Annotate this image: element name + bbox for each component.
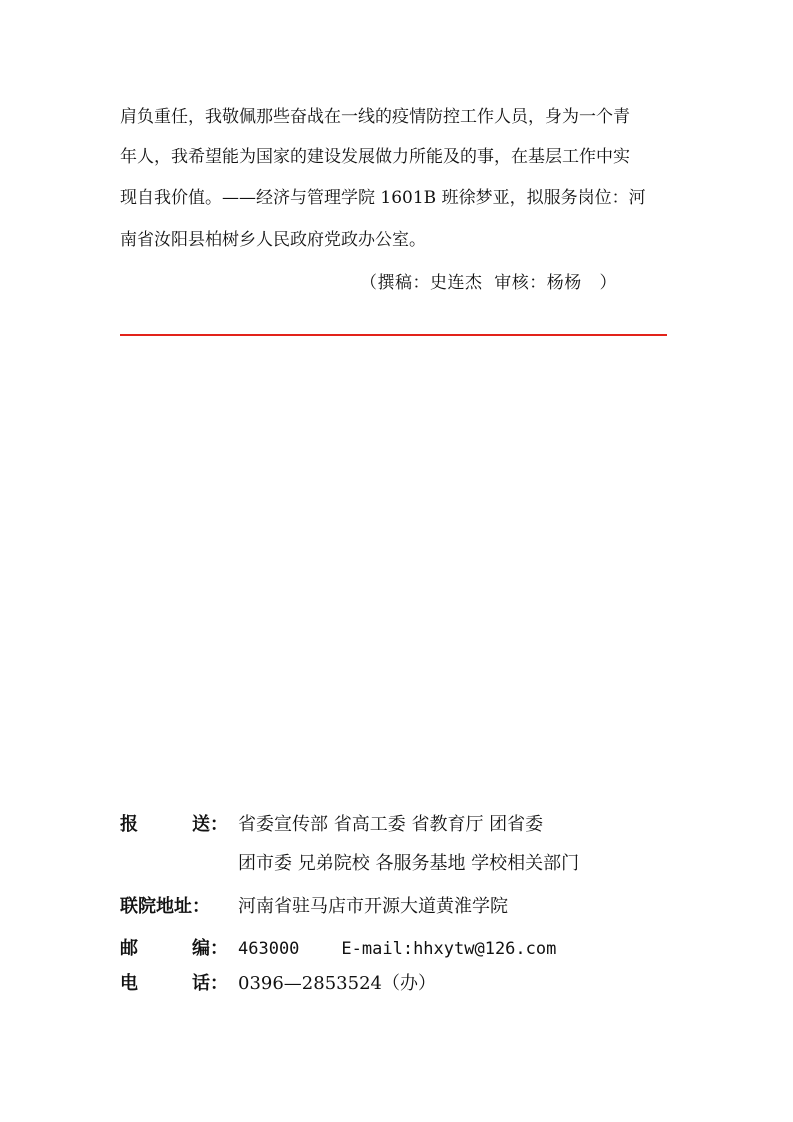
- send-to-row: [120, 812, 543, 838]
- body-line-1: 肩负重任，我敬佩那些奋战在一线的疫情防控工作人员，身为一个青: [120, 107, 630, 127]
- phone-value: 0396—2853524（办）: [238, 973, 436, 994]
- address-label: 联院地址：: [120, 896, 210, 917]
- send-to-row-2: [238, 851, 579, 877]
- phone-label: [120, 971, 238, 997]
- send-to-line-1: 省委宣传部 省高工委 省教育厅 团省委: [238, 814, 544, 835]
- phone-row: [120, 971, 436, 997]
- postcode-row: [120, 936, 556, 962]
- body-line-4: 南省汝阳县柏树乡人民政府党政办公室。: [120, 230, 426, 250]
- phone-label-b: 话：: [192, 973, 228, 994]
- body-line-2: 年人，我希望能为国家的建设发展做力所能及的事，在基层工作中实: [120, 147, 630, 167]
- address-value: 河南省驻马店市开源大道黄淮学院: [238, 896, 508, 917]
- postcode-label: [120, 936, 238, 962]
- email-value: E-mail:hhxytw@126.com: [341, 939, 557, 959]
- address-row: [120, 894, 508, 920]
- send-to-line-2: 团市委 兄弟院校 各服务基地 学校相关部门: [238, 853, 580, 874]
- postcode-label-a: 邮: [120, 938, 138, 959]
- red-divider: [120, 334, 667, 336]
- phone-label-a: 电: [120, 973, 138, 994]
- postcode-label-b: 编：: [192, 938, 228, 959]
- send-to-label: [120, 812, 238, 838]
- body-line-3: 现自我价值。——经济与管理学院 1601B 班徐梦亚，拟服务岗位：河: [120, 188, 646, 208]
- send-to-label-b: 送：: [192, 814, 228, 835]
- postcode-value: 463000: [238, 939, 300, 959]
- author-credit: （撰稿：史连杰 审核：杨杨 ）: [360, 273, 618, 293]
- send-to-label-a: 报: [120, 814, 138, 835]
